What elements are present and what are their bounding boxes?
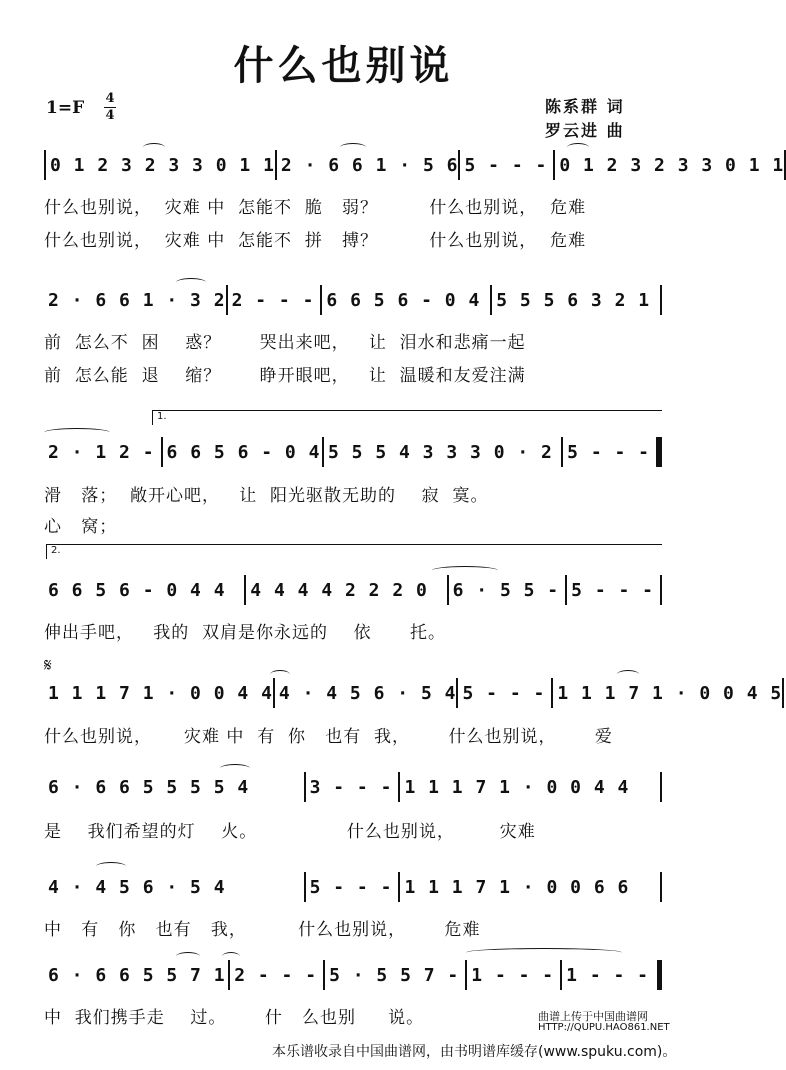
slur-mark [176,278,206,287]
measure: 5 5 5 6 3 2 1 [496,289,651,311]
staff-line-4 [44,575,662,605]
volta-2: 2. [46,544,662,559]
lyric-verse: 是 我们希望的灯 火。 什么也别说， 灾难 [44,822,536,842]
lyric-verse-1: 滑 落； 敞开心吧， 让 阳光驱散无助的 寂 寞。 [44,486,489,506]
staff-line-1 [44,150,785,180]
measure: 5 5 5 4 3 3 3 0 · 2 [327,441,553,463]
volta-1: 1. [152,410,662,425]
barline [660,575,662,605]
measure: 2 - - - [231,289,315,311]
final-barline [657,960,662,990]
measure: 1 1 1 7 1 · 0 0 6 6 [404,876,630,898]
measure: 1 - - - [471,964,555,986]
slur-mark [96,862,126,871]
measure: 2 · 6 6 1 · 3 2 [48,289,226,311]
lyric-verse-2: 心 窝； [44,517,118,537]
slur-mark [340,143,366,152]
slur-mark [617,670,639,679]
barline [660,872,662,902]
barline [660,772,662,802]
slur-mark [432,566,498,575]
slur-mark [44,428,110,437]
measure: 1 1 1 7 1 · 0 0 4 5 [557,682,783,704]
measure: 4 4 4 4 2 2 2 0 [250,579,428,601]
measure: 1 1 1 7 1 · 0 0 4 4 [48,682,273,704]
barline [782,678,784,708]
slur-mark [270,670,290,679]
measure: 5 - - - [464,154,548,176]
slur-mark [143,143,165,152]
staff-line-6 [44,772,662,802]
measure: 2 - - - [234,964,318,986]
time-bottom: 4 [105,108,115,123]
segno-icon: 𝄋 [44,655,52,676]
barline [660,285,662,315]
staff-line-3 [44,437,662,467]
footer-note: 本乐谱收录自中国曲谱网，由书明谱库缓存(www.spuku.com)。 [272,1044,677,1060]
measure: 1 - - - [566,964,649,986]
measure: 2 · 6 6 1 · 5 6 [280,154,459,176]
measure: 6 · 6 6 5 5 7 1 [48,964,226,986]
measure: 5 - - - [571,579,654,601]
staff-line-2 [44,285,662,315]
lyric-verse-2: 前 怎么能 退 缩？ 睁开眼吧， 让 温暖和友爱注满 [44,366,526,386]
measure: 3 - - - [309,776,393,798]
measure: 0 1 2 3 2 3 3 0 1 1 [50,154,275,176]
measure: 5 · 5 5 7 - [329,964,460,986]
measure: 6 · 5 5 - [452,579,560,601]
measure: 4 · 4 5 6 · 5 4 [48,876,226,898]
measure: 5 - - - [309,876,393,898]
staff-line-7 [44,872,662,902]
lyric-verse: 伸出手吧， 我的 双肩是你永远的 依 托。 [44,623,447,643]
slur-mark [567,143,589,152]
measure: 4 · 4 5 6 · 5 4 [278,682,457,704]
key-signature: 1=F [46,98,85,118]
staff-line-5 [44,678,783,708]
watermark-url: HTTP://QUPU.HAO861.NET [538,1022,670,1033]
measure: 5 - - - [567,441,650,463]
lyric-verse: 什么也别说， 灾难 中 有 你 也有 我， 什么也别说， 爱 [44,727,613,747]
lyric-verse: 中 有 你 也有 我， 什么也别说， 危难 [44,920,481,940]
lyric-verse-2: 什么也别说， 灾难 中 怎能不 拼 搏？ 什么也别说， 危难 [44,231,587,251]
page-title: 什么也别说 [233,43,454,89]
lyric-verse-1: 前 怎么不 困 惑？ 哭出来吧， 让 泪水和悲痛一起 [44,333,526,353]
measure: 2 · 1 2 - [48,441,155,463]
staff-line-8 [44,960,662,990]
composer-credit: 罗云进 曲 [545,121,625,140]
slur-mark [466,948,622,957]
slur-mark [222,952,240,961]
repeat-barline [656,437,662,467]
watermark-text: 曲谱上传于中国曲谱网 [538,1010,648,1023]
measure: 5 - - - [462,682,546,704]
slur-mark [176,952,200,961]
lyricist-credit: 陈系群 词 [545,97,625,116]
measure: 6 · 6 6 5 5 5 5 4 [48,776,250,798]
time-top: 4 [105,91,115,106]
measure: 6 6 5 6 - 0 4 [326,289,481,311]
time-signature [104,92,116,123]
slur-mark [220,764,250,773]
measure: 6 6 5 6 - 0 4 [166,441,321,463]
lyric-verse-1: 什么也别说， 灾难 中 怎能不 脆 弱？ 什么也别说， 危难 [44,198,587,218]
measure: 1 1 1 7 1 · 0 0 4 4 [404,776,630,798]
lyric-verse: 中 我们携手走 过。 什 么也别 说。 [44,1008,425,1028]
measure: 0 1 2 3 2 3 3 0 1 1 [559,154,785,176]
measure: 6 6 5 6 - 0 4 4 [48,579,226,601]
